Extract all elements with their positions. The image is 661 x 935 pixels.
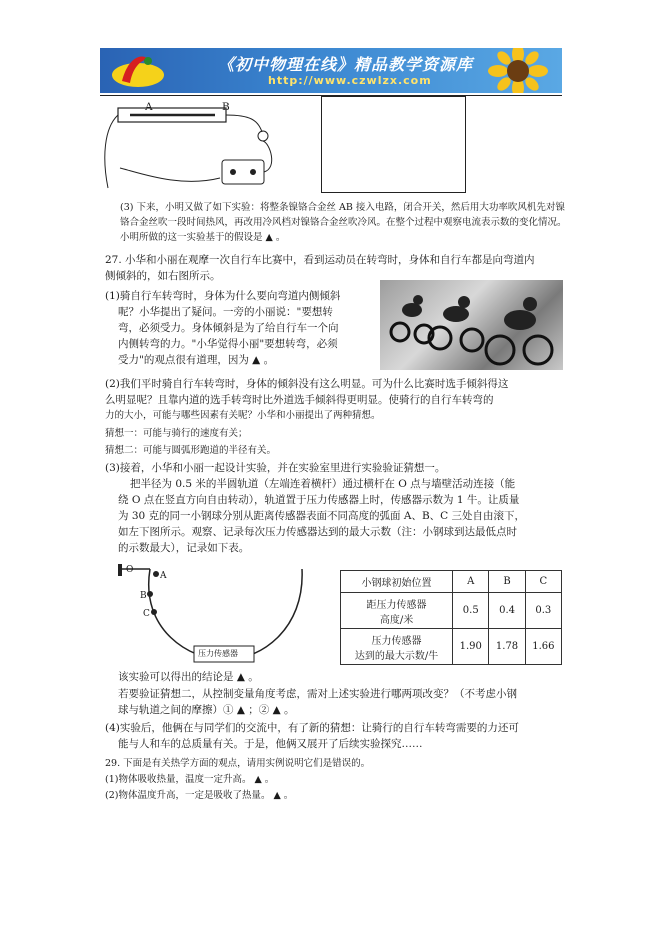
q27-intro-2: 侧倾斜的，如右图所示。 — [105, 270, 221, 282]
data-table — [340, 570, 562, 665]
site-logo-icon — [108, 51, 168, 91]
q27-verify-1: 若要验证猜想二，从控制变量角度考虑，需对上述实验进行哪两项改变？（不考虑小钢 — [118, 688, 517, 700]
table-cell: 0.3 — [525, 593, 561, 629]
table-row — [341, 629, 562, 665]
circuit-label-b: B — [222, 101, 230, 113]
q27-p1-2: 呢？小华提出了疑问。一旁的小丽说："要想转 — [118, 306, 333, 318]
diagram-label-b: B — [140, 591, 147, 601]
q27-p3-2: 把半径为 0.5 米的半圆轨道（左端连着横杆）通过横杆在 O 点与墙壁活动连接（能 — [130, 478, 516, 490]
table-header-cell: B — [489, 571, 525, 593]
table-cell: 1.66 — [525, 629, 561, 665]
banner-title: 《初中物理在线》精品教学资源库 — [218, 55, 474, 74]
table-cell: 0.5 — [453, 593, 489, 629]
q27-p2-2: 么明显呢？且靠内道的选手转弯时比外道选手倾斜得更明显。使骑行的自行车转弯的 — [105, 394, 494, 406]
table-header-cell: 小钢球初始位置 — [341, 571, 453, 593]
q27-p1-5: 受力"的观点很有道理，因为 ▲ 。 — [118, 354, 275, 366]
table-header-cell: C — [525, 571, 561, 593]
q27-conclusion: 该实验可以得出的结论是 ▲ 。 — [118, 671, 259, 683]
q27-p3-4: 为 30 克的同一小钢球分别从距离传感器表面不同高度的弧面 A、B、C 三处自由滚下， — [118, 510, 526, 522]
table-row-label: 距压力传感器 高度/米 — [341, 593, 453, 629]
table-row — [341, 593, 562, 629]
sensor-label: 压力传感器 — [198, 649, 238, 658]
table-cell: 1.90 — [453, 629, 489, 665]
q29-item-2: (2)物体温度升高，一定是吸收了热量。 ▲ 。 — [105, 790, 294, 801]
q27-p1-3: 弯，必须受力。身体倾斜是为了给自行车一个向 — [118, 322, 339, 334]
q27-p1-1: (1)骑自行车转弯时，身体为什么要向弯道内侧倾斜 — [105, 290, 341, 302]
circuit-label-a: A — [145, 101, 153, 113]
q27-guess-2: 猜想二：可能与圆弧形跑道的半径有关。 — [105, 445, 277, 456]
table-cell: 0.4 — [489, 593, 525, 629]
header-banner — [100, 48, 562, 93]
q27-p3-3: 绕 O 点在竖直方向自由转动），轨道置于压力传感器上时，传感器示数为 1 牛。让质量 — [118, 494, 520, 506]
q27-p4-2: 能与人和车的总质量有关。于是，他俩又展开了后续实验探究…… — [118, 738, 423, 750]
q27-verify-2: 球与轨道之间的摩擦）① ▲ ；② ▲ 。 — [118, 704, 295, 716]
diagram-label-o: O — [126, 565, 134, 575]
circuit-diagram — [100, 98, 300, 198]
q26-part3-text: (3) 下来，小明又做了如下实验：将整条镍铬合金丝 AB 接入电路，闭合开关，然后用大功率吹风机先对镍铬合金丝吹一段时间热风，再改用冷风档对镍铬合金丝吹冷风。在整个过程中观察电流表示数的变化情况。小明所做的这一实验基于的假设是 ▲ 。 — [120, 202, 567, 243]
q27-p4-1: (4)实验后，他俩在与同学们的交流中，有了新的猜想：让骑行的自行车转弯需要的力还可 — [105, 722, 519, 734]
q29-item-1: (1)物体吸收热量，温度一定升高。 ▲ 。 — [105, 774, 275, 785]
table-row — [341, 571, 562, 593]
answer-box — [321, 96, 466, 193]
q29-intro: 29. 下面是有关热学方面的观点，请用实例说明它们是错误的。 — [105, 758, 371, 769]
diagram-label-c: C — [143, 609, 150, 619]
q27-p1-4: 内侧转弯的力。"小华觉得小丽"要想转弯，必须 — [118, 338, 338, 350]
q27-p2-3: 力的大小，可能与哪些因素有关呢？小华和小丽提出了两种猜想。 — [105, 410, 381, 421]
cyclist-photo — [380, 280, 563, 370]
q27-p3-1: (3)接着，小华和小丽一起设计实验，并在实验室里进行实验验证猜想一。 — [105, 462, 446, 474]
table-row-label: 压力传感器 达到的最大示数/牛 — [341, 629, 453, 665]
table-cell: 1.78 — [489, 629, 525, 665]
q27-p3-6: 的示数最大），记录如下表。 — [118, 542, 250, 554]
table-header-cell: A — [453, 571, 489, 593]
q27-intro-1: 27. 小华和小丽在观摩一次自行车比赛中，看到运动员在转弯时，身体和自行车都是向弯道内 — [105, 254, 535, 266]
banner-url: http://www.czwlzx.com — [268, 74, 432, 87]
q27-guess-1: 猜想一：可能与骑行的速度有关； — [105, 428, 248, 439]
sunflower-icon — [484, 48, 552, 93]
q27-p3-5: 如左下图所示。观察、记录每次压力传感器达到的最大示数（注：小钢球到达最低点时 — [118, 526, 517, 538]
q27-p2-1: (2)我们平时骑自行车转弯时，身体的倾斜没有这么明显。可为什么比赛时选手倾斜得这 — [105, 378, 509, 390]
diagram-label-a: A — [160, 571, 167, 581]
